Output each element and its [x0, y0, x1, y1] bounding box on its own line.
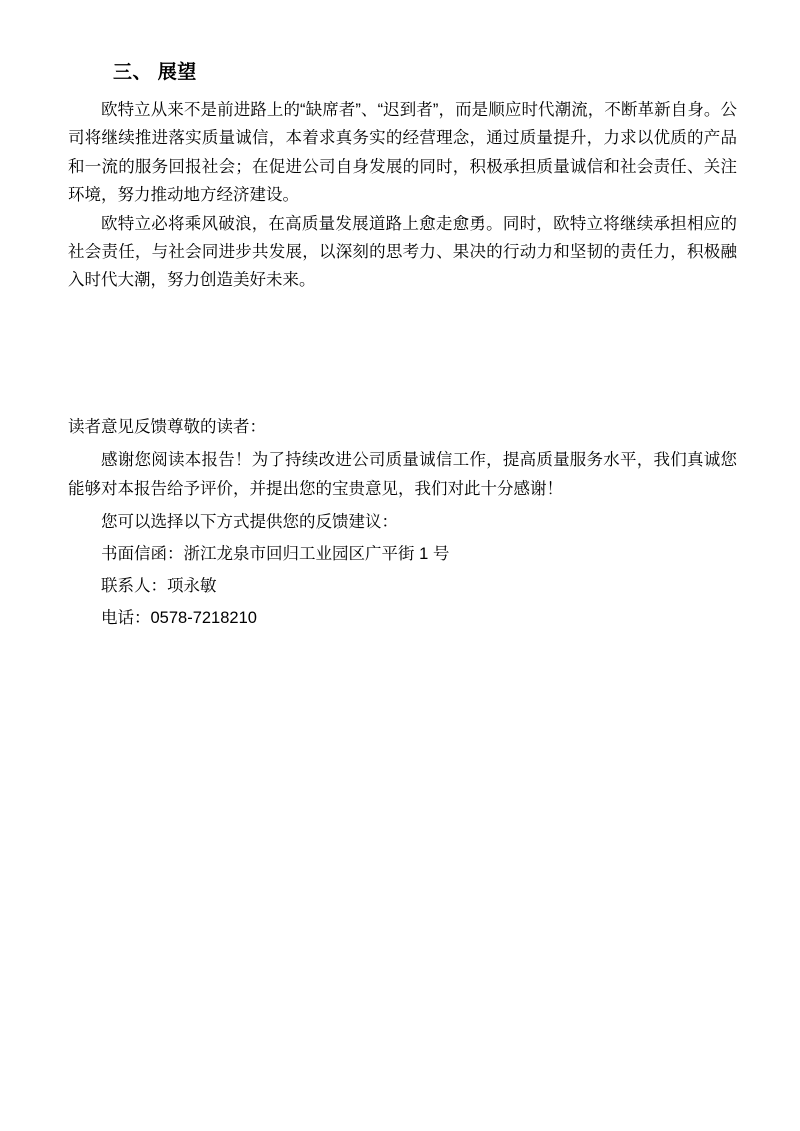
contact-phone-line: 电话：0578-7218210	[101, 608, 257, 627]
feedback-thanks-paragraph: 感谢您阅读本报告！为了持续改进公司质量诚信工作，提高质量服务水平，我们真诚您能够对本报告给予评价，并提出您的宝贵意见，我们对此十分感谢！	[68, 450, 737, 498]
contact-person-line: 联系人：项永敏	[101, 576, 217, 595]
contact-mail-address-line: 书面信函：浙江龙泉市回归工业园区广平街 1 号	[101, 544, 450, 563]
reader-feedback-section	[68, 413, 737, 633]
feedback-instruction-line: 您可以选择以下方式提供您的反馈建议：	[101, 512, 398, 531]
outlook-section-heading: 三、 展望	[113, 62, 197, 83]
outlook-paragraph-1: 欧特立从来不是前进路上的“缺席者”、“迟到者”，而是顺应时代潮流，不断革新自身。公司将继续推进落实质量诚信，本着求真务实的经营理念，通过质量提升，力求以优质的产品和一流的服务回报社会；在促进公司自身发展的同时，积极承担质量诚信和社会责任、关注环境，努力推动地方经济建设。	[68, 101, 737, 205]
outlook-paragraph-2: 欧特立必将乘风破浪，在高质量发展道路上愈走愈勇。同时，欧特立将继续承担相应的社会责任，与社会同进步共发展，以深刻的思考力、果决的行动力和坚韧的责任力，积极融入时代大潮，努力创造美好未来。	[68, 214, 737, 290]
feedback-salutation: 读者意见反馈尊敬的读者：	[68, 417, 266, 436]
